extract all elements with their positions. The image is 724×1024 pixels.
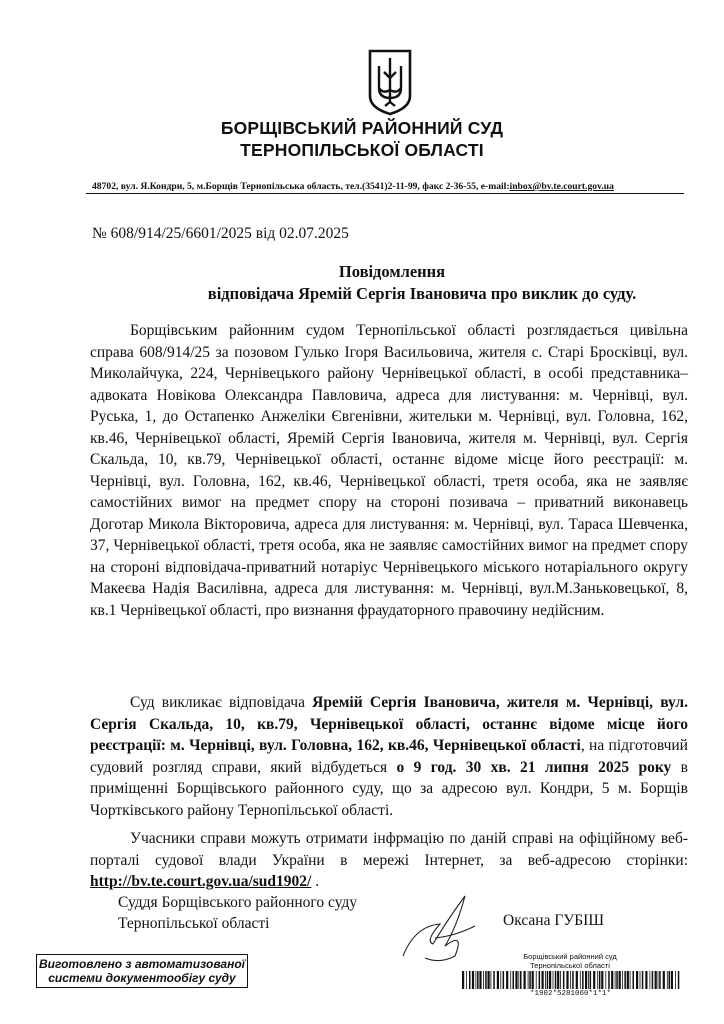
court-region: ТЕРНОПІЛЬСЬКОЇ ОБЛАСТІ [240, 140, 484, 160]
court-stamp-line2: Тернопільської області [530, 961, 610, 970]
notice-title: Повідомлення [338, 262, 446, 281]
handwritten-signature [395, 886, 495, 966]
court-stamp [520, 952, 620, 970]
barcode-bar [645, 971, 647, 989]
barcode-bar [542, 971, 544, 989]
barcode-bar [545, 971, 546, 989]
barcode-bar [627, 971, 629, 989]
barcode-bar [675, 971, 676, 989]
barcode-bar [560, 971, 561, 989]
auto-stamp-line1: Виготовлено з автоматизованої [39, 957, 245, 971]
barcode-bar [466, 971, 467, 989]
barcode-bar [555, 971, 557, 989]
barcode-bar [503, 971, 505, 989]
barcode-bar [518, 971, 519, 989]
barcode-bar [553, 971, 554, 989]
barcode-bar [630, 971, 631, 989]
court-stamp-line1: Борщівський районний суд [523, 952, 617, 961]
hearing-datetime: о 9 год. 30 хв. 21 липня 2025 року [396, 758, 672, 776]
judge-name: Оксана ГУБІШ [503, 912, 604, 929]
barcode-bar [640, 971, 641, 989]
barcode-bar [611, 971, 613, 989]
barcode-bar [615, 971, 616, 989]
barcode-bar [563, 971, 565, 989]
court-website-link[interactable]: http://bv.te.court.gov.ua/sud1902/ [90, 873, 312, 890]
barcode-bar [549, 971, 551, 989]
barcode-bar [483, 971, 484, 989]
auto-stamp-line2: системи документообігу суду [48, 971, 236, 985]
barcode-bar [588, 971, 589, 989]
defendant-details: Яремій Сергія Івановича, жителя м. Чернівці, вул. Сергія Скальда, 10, кв.79, Чернівецької області, останнє відоме місце його реєстрації: м. Чернівці, вул. Головна, 162, кв.46, Чернівецької області [90, 694, 688, 754]
barcode-bar [529, 971, 531, 989]
barcode-bar [570, 971, 571, 989]
barcode-bar [669, 971, 671, 989]
barcode-number: *1902*5281060*1*1* [530, 990, 612, 998]
barcode-bar [515, 971, 517, 989]
barcode-bar [576, 971, 578, 989]
summons-text-3: в приміщенні Борщівського районного суду, що за адресою вул. Кондри, 5 м. Борщів Чортківського району Тернопільської області. [90, 758, 688, 819]
header-divider [86, 193, 684, 194]
barcode-bar [678, 971, 680, 989]
info-paragraph [90, 828, 688, 893]
barcode-bar [652, 971, 654, 989]
judge-title-line1: Суддя Борщівського районного суду [118, 894, 358, 911]
barcode-bar [547, 971, 549, 989]
barcode-bar [479, 971, 481, 989]
barcode-bar [671, 971, 673, 989]
barcode-bar [469, 971, 471, 989]
summons-text-2: , на підготовчий судовий розгляд справи, який відбудеться [90, 737, 688, 776]
barcode-bar [667, 971, 668, 989]
case-description-paragraph [90, 320, 688, 621]
barcode-bar [601, 971, 603, 989]
ukraine-coat-of-arms-icon [367, 48, 413, 116]
barcode-bar [506, 971, 508, 989]
barcode-bar [636, 971, 638, 989]
barcode-bar [633, 971, 635, 989]
barcode-bar [593, 971, 595, 989]
barcode-bar [528, 971, 529, 989]
barcode-bar [619, 971, 621, 989]
automated-system-stamp [36, 954, 248, 988]
court-address: 48702, вул. Я.Кондри, 5, м.Борщів Тернопільська область, тел.(3541)2-11-99, факс 2-36-55, e-mail: [92, 181, 510, 192]
barcode-bar [650, 971, 651, 989]
info-text-end: . [311, 873, 320, 890]
barcode-bar [513, 971, 515, 989]
barcode-bar [566, 971, 568, 989]
barcode-bar [599, 971, 601, 989]
barcode-bar [510, 971, 511, 989]
judge-title-line2: Тернопільської області [118, 915, 270, 932]
barcode-bar [658, 971, 659, 989]
barcode-bar [642, 971, 644, 989]
barcode-bar [485, 971, 487, 989]
barcode-bar [497, 971, 499, 989]
summons-paragraph [90, 692, 688, 821]
barcode-bar [477, 971, 479, 989]
barcode-bar [624, 971, 626, 989]
barcode-bar [557, 971, 559, 989]
barcode-bar [462, 971, 464, 989]
barcode-bar [536, 971, 537, 989]
barcode-bar [608, 971, 610, 989]
email-link[interactable]: inbox@bv.te.court.gov.ua [509, 181, 614, 192]
barcode-bar [491, 971, 492, 989]
barcode-bar [539, 971, 541, 989]
judge-title [118, 892, 357, 934]
barcode-bar [500, 971, 501, 989]
barcode-bar [622, 971, 623, 989]
barcode-bar [493, 971, 495, 989]
barcode-bar [585, 971, 587, 989]
barcode-bar [488, 971, 490, 989]
barcode-bar [663, 971, 665, 989]
barcode-bar [597, 971, 598, 989]
paragraph-text: Борщівським районним судом Тернопільської області розглядається цивільна справа 608/914/25 за позовом Гулько Ігоря Васильовича, жителя с. Старі Бросківці, вул. Миколайчука, 224, Чернівецького району Чернівецької області, в особі представника–адвоката Новікова Олександра Павловича, адреса для листування: м. Чернівці, вул. Руська, 1, до Остапенко Анжеліки Євгенівни, жительки м. Чернівці, вул. Головна, 162, кв.46, Чернівецької області, Яремій Сергія Івановича, жителя м. Чернівці, вул. Сергія Скальда, 10, кв.79, Чернівецької області, останнє відоме місце його реєстрації: м. Чернівці, вул. Головна, 162, кв.46, Чернівецької області, третя особа, яка не заявляє самостійних вимог на предмет спору на стороні позивача – приватний виконавець Доготар Микола Вікторовича, адреса для листування: м. Чернівці, вул. Тараса Шевченка, 37, Чернівецької області, третя особа, яка не заявляє самостійних вимог на предмет спору на стороні відповідача-приватний нотаріус Чернівецького міського нотаріального округу Макеєва Надія Василівна, адреса для листування: м. Чернівці, вул.М.Заньковецької, 8, кв.1 Чернівецької області, про визнання фраудаторного правочину недійсним. [90, 322, 688, 619]
barcode-bar [655, 971, 657, 989]
barcode-bar [472, 971, 474, 989]
barcode-bar [476, 971, 477, 989]
reference-number: № 608/914/25/6601/2025 від 02.07.2025 [92, 225, 349, 242]
court-address-line [92, 181, 614, 192]
barcode-bar [572, 971, 574, 989]
barcode-bar [605, 971, 606, 989]
barcode-bar [524, 971, 526, 989]
document-barcode [462, 971, 682, 989]
info-text: Учасники справи можуть отримати інфрмацію по даній справі на офіційному веб-порталі судової влади України в мережі Інтернет, за веб-адресою сторінки: [90, 830, 688, 869]
barcode-bar [520, 971, 522, 989]
barcode-bar [616, 971, 618, 989]
barcode-bar [590, 971, 592, 989]
barcode-bar [580, 971, 581, 989]
barcode-bar [659, 971, 661, 989]
barcode-bar [532, 971, 534, 989]
notice-subtitle: відповідача Яремій Сергія Івановича про виклик до суду. [207, 284, 637, 303]
summons-text: Суд викликає відповідача [130, 694, 313, 711]
barcode-bar [582, 971, 584, 989]
court-name: БОРЩІВСЬКИЙ РАЙОННИЙ СУД [220, 118, 504, 138]
